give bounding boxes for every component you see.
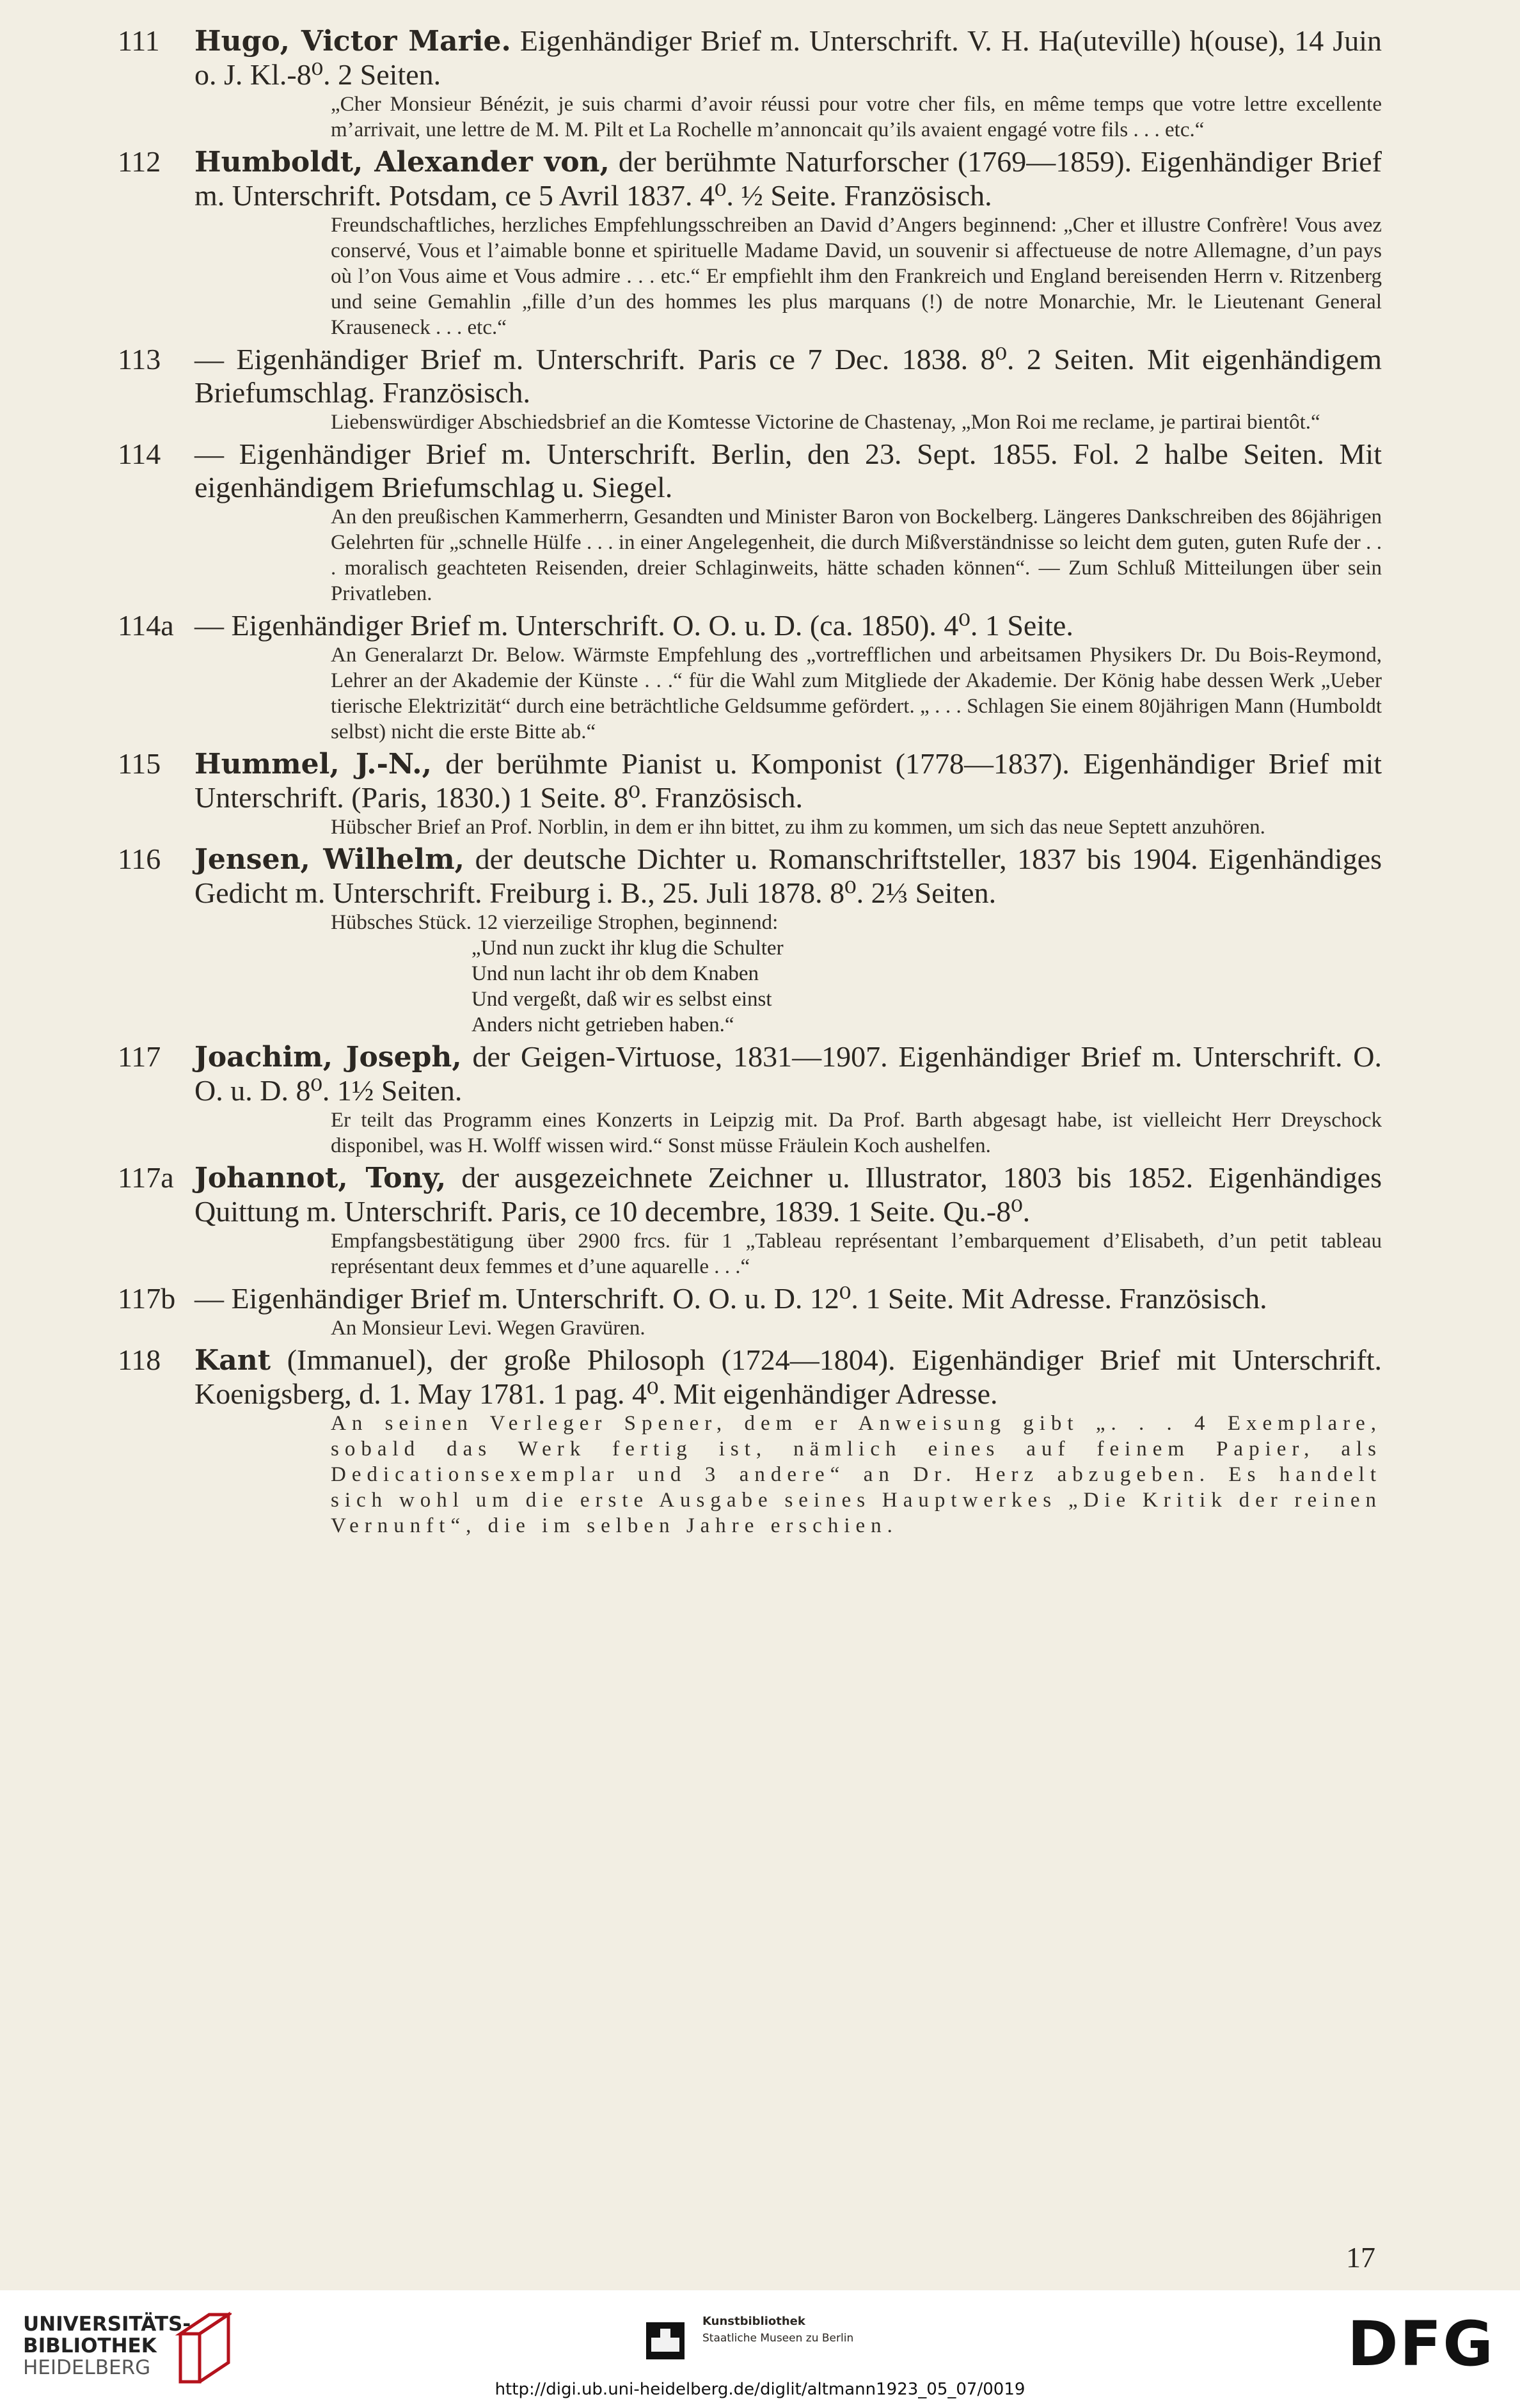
entry-name: Johannot, Tony, [194,1162,447,1194]
entry-heading [115,145,1382,212]
entry-description: An Monsieur Levi. Wegen Gravüren. [331,1317,645,1340]
entry-heading [115,609,1382,642]
library-mark-icon [174,2308,232,2385]
catalog-entry [115,343,1382,435]
entry-head-text: der berühmte Pianist u. Komponist (1778—1837). Eigenhändiger Brief mit Unterschrift. (Paris, 1830.) 1 Seite. 8⁰. Französisch. [194,747,1382,814]
kunstbibliothek-name: Kunstbibliothek [702,2315,805,2328]
entry-heading [115,24,1382,91]
entry-number: 114a [118,609,174,642]
entry-head-text: — Eigenhändiger Brief m. Unterschrift. Berlin, den 23. Sept. 1855. Fol. 2 halbe Seiten. Mit eigenhändigem Briefumschlag u. Siegel. [194,438,1382,503]
entry-head-text: der ausgezeichnete Zeichner u. Illustrator, 1803 bis 1852. Eigenhändiges Quittung m. Unterschrift. Paris, ce 10 decembre, 1839. 1 Seite. Qu.-8⁰. [194,1161,1382,1228]
entry-head-text: Eigenhändiger Brief m. Unterschrift. V. H. Ha(uteville) h(ouse), 14 Juin o. J. Kl.-8⁰. 2 Seiten. [194,24,1382,91]
entry-description: Er teilt das Programm eines Konzerts in Leipzig mit. Da Prof. Barth abgesagt habe, ist vielleicht Herr Dreyschock disponibel, was H. Wolff wissen wird.“ Sonst müsse Fräulein Koch aushelfen. [331,1109,1382,1157]
entry-heading [115,343,1382,409]
catalog-entry [115,609,1382,745]
catalog-entry [115,24,1382,143]
entry-name: Joachim, Joseph, [194,1041,462,1073]
entry-name: Humboldt, Alexander von, [194,146,610,178]
permalink-url[interactable]: http://digi.ub.uni-heidelberg.de/diglit/altmann1923_05_07/0019 [495,2380,1025,2399]
entry-number: 117b [118,1282,176,1315]
entry-description: An den preußischen Kammerherrn, Gesandten und Minister Baron von Bockelberg. Längeres Dankschreiben des 86jährigen Gelehrten für „schnelle Hülfe . . . in einer Angelegenheit, die durch Mißverständnisse so leicht dem guten, guten Rufe der . . . moralisch geachteten Reisenden, dreier Schlaginweits, hätte schaden können“. — Zum Schluß Mitteilungen über sein Privatleben. [331,505,1382,605]
entry-heading [115,1282,1382,1315]
entry-number: 117 [118,1040,161,1073]
dfg-logo[interactable]: DFG [1347,2308,1495,2380]
entry-description: Hübscher Brief an Prof. Norblin, in dem er ihn bittet, zu ihm zu kommen, um sich das neue Septett anzuhören. [331,816,1265,839]
catalog-entries [115,24,1382,1541]
library-name-line1: UNIVERSITÄTS- [23,2313,191,2336]
university-library-logo[interactable] [23,2313,191,2379]
entry-head-text: — Eigenhändiger Brief m. Unterschrift. O. O. u. D. 12⁰. 1 Seite. Mit Adresse. Französisch. [194,1282,1267,1315]
entry-heading [115,747,1382,814]
entry-heading [115,1161,1382,1228]
library-name-line2: BIBLIOTHEK [23,2334,157,2357]
catalog-entry [115,145,1382,340]
entry-heading [115,1343,1382,1411]
entry-number: 114 [118,438,161,470]
kunstbibliothek-mark-icon [646,2322,685,2359]
entry-name: Hummel, J.-N., [194,748,432,780]
catalog-entry [115,843,1382,1038]
catalog-entry [115,438,1382,606]
entry-head-text: der berühmte Naturforscher (1769—1859). Eigenhändiger Brief m. Unterschrift. Potsdam, ce 5 Avril 1837. 4⁰. ½ Seite. Französisch. [194,145,1382,212]
entry-heading [115,1040,1382,1107]
entry-number: 116 [118,843,161,875]
entry-description: Freundschaftliches, herzliches Empfehlungsschreiben an David d’Angers beginnend: „Cher et illustre Confrère! Vous avez conservé, Vous et l’aimable bonne et spirituelle Madame David, un souvenir si affectueuse de notre Allemagne, d’un pays où l’on Vous aime et Vous admire . . . etc.“ Er empfiehlt ihm den Frankreich und England bereisenden Herrn v. Ritzenberg und seine Gemahlin „fille d’un des hommes les plus marquans (!) de notre Monarchie, Mr. le Lieutenant General Krauseneck . . . etc.“ [331,214,1382,339]
entry-head-text: — Eigenhändiger Brief m. Unterschrift. O. O. u. D. (ca. 1850). 4⁰. 1 Seite. [194,609,1073,642]
entry-heading [115,843,1382,910]
catalog-entry [115,1040,1382,1159]
catalog-entry [115,747,1382,840]
entry-head-text: der Geigen-Virtuose, 1831—1907. Eigenhändiger Brief m. Unterschrift. O. O. u. D. 8⁰. 1½ Seiten. [194,1040,1382,1107]
entry-head-text: — Eigenhändiger Brief m. Unterschrift. Paris ce 7 Dec. 1838. 8⁰. 2 Seiten. Mit eigenhändigem Briefumschlag. Französisch. [194,343,1382,409]
entry-description: Hübsches Stück. 12 vierzeilige Strophen, beginnend: [331,911,779,934]
entry-name: Jensen, Wilhelm, [194,843,464,876]
digitization-footer [0,2290,1520,2408]
kunstbibliothek-subtitle: Staatliche Museen zu Berlin [702,2332,854,2345]
entry-number: 113 [118,343,161,376]
entry-description: Liebenswürdiger Abschiedsbrief an die Komtesse Victorine de Chastenay, „Mon Roi me reclame, je partirai bientôt.“ [331,411,1320,434]
entry-number: 111 [118,24,160,57]
entry-heading [115,438,1382,504]
entry-description: Empfangsbestätigung über 2900 frcs. für 1 „Tableau représentant l’embarquement d’Elisabeth, d’un petit tableau représentant deux femmes et d’une aquarelle . . .“ [331,1230,1382,1278]
entry-number: 118 [118,1343,161,1376]
entry-number: 115 [118,747,161,780]
catalog-entry [115,1343,1382,1539]
entry-name: Kant [194,1344,271,1377]
entry-description: An Generalarzt Dr. Below. Wärmste Empfehlung des „vortrefflichen und arbeitsamen Physikers Dr. Du Bois-Reymond, Lehrer an der Akademie der Künste . . .“ für die Wahl zum Mitgliede der Akademie. Der König habe dessen Werk „Ueber tierische Elektrizität“ durch eine beträchtliche Geldsumme gefördert. „ . . . Schlagen Sie einem 80jährigen Mann (Humboldt selbst) nicht die erste Bitte ab.“ [331,644,1382,743]
entry-description: An seinen Verleger Spener, dem er Anweisung gibt „. . . 4 Exemplare, sobald das Werk fertig ist, nämlich eines auf feinem Papier, als Dedicationsexemplar und 3 andere“ an Dr. Herz abzugeben. Es handelt sich wohl um die erste Ausgabe seines Hauptwerkes „Die Kritik der reinen Vernunft“, die im selben Jahre erschien. [331,1412,1382,1537]
entry-number: 112 [118,145,161,178]
catalog-entry [115,1282,1382,1341]
entry-name: Hugo, Victor Marie. [194,25,511,58]
entry-description: „Cher Monsieur Bénézit, je suis charmi d’avoir réussi pour votre cher fils, en même temps que votre lettre excellente m’arrivait, une lettre de M. M. Pilt et La Rochelle m’annoncait qu’ils avaient engagé votre fils . . . etc.“ [331,93,1382,141]
poem-excerpt: „Und nun zuckt ihr klug die Schulter Und nun lacht ihr ob dem Knaben Und vergeßt, daß wir es selbst einst Anders nicht getrieben haben.“ [471,937,784,1036]
catalog-entry [115,1161,1382,1279]
entry-head-text: der deutsche Dichter u. Romanschriftsteller, 1837 bis 1904. Eigenhändiges Gedicht m. Unterschrift. Freiburg i. B., 25. Juli 1878. 8⁰. 2⅓ Seiten. [194,843,1382,909]
entry-number: 117a [118,1161,174,1194]
page-number: 17 [1346,2241,1375,2274]
library-name-line3: HEIDELBERG [23,2356,151,2379]
entry-head-text: (Immanuel), der große Philosoph (1724—1804). Eigenhändiger Brief mit Unterschrift. Koenigsberg, d. 1. May 1781. 1 pag. 4⁰. Mit eigenhändiger Adresse. [194,1343,1382,1410]
